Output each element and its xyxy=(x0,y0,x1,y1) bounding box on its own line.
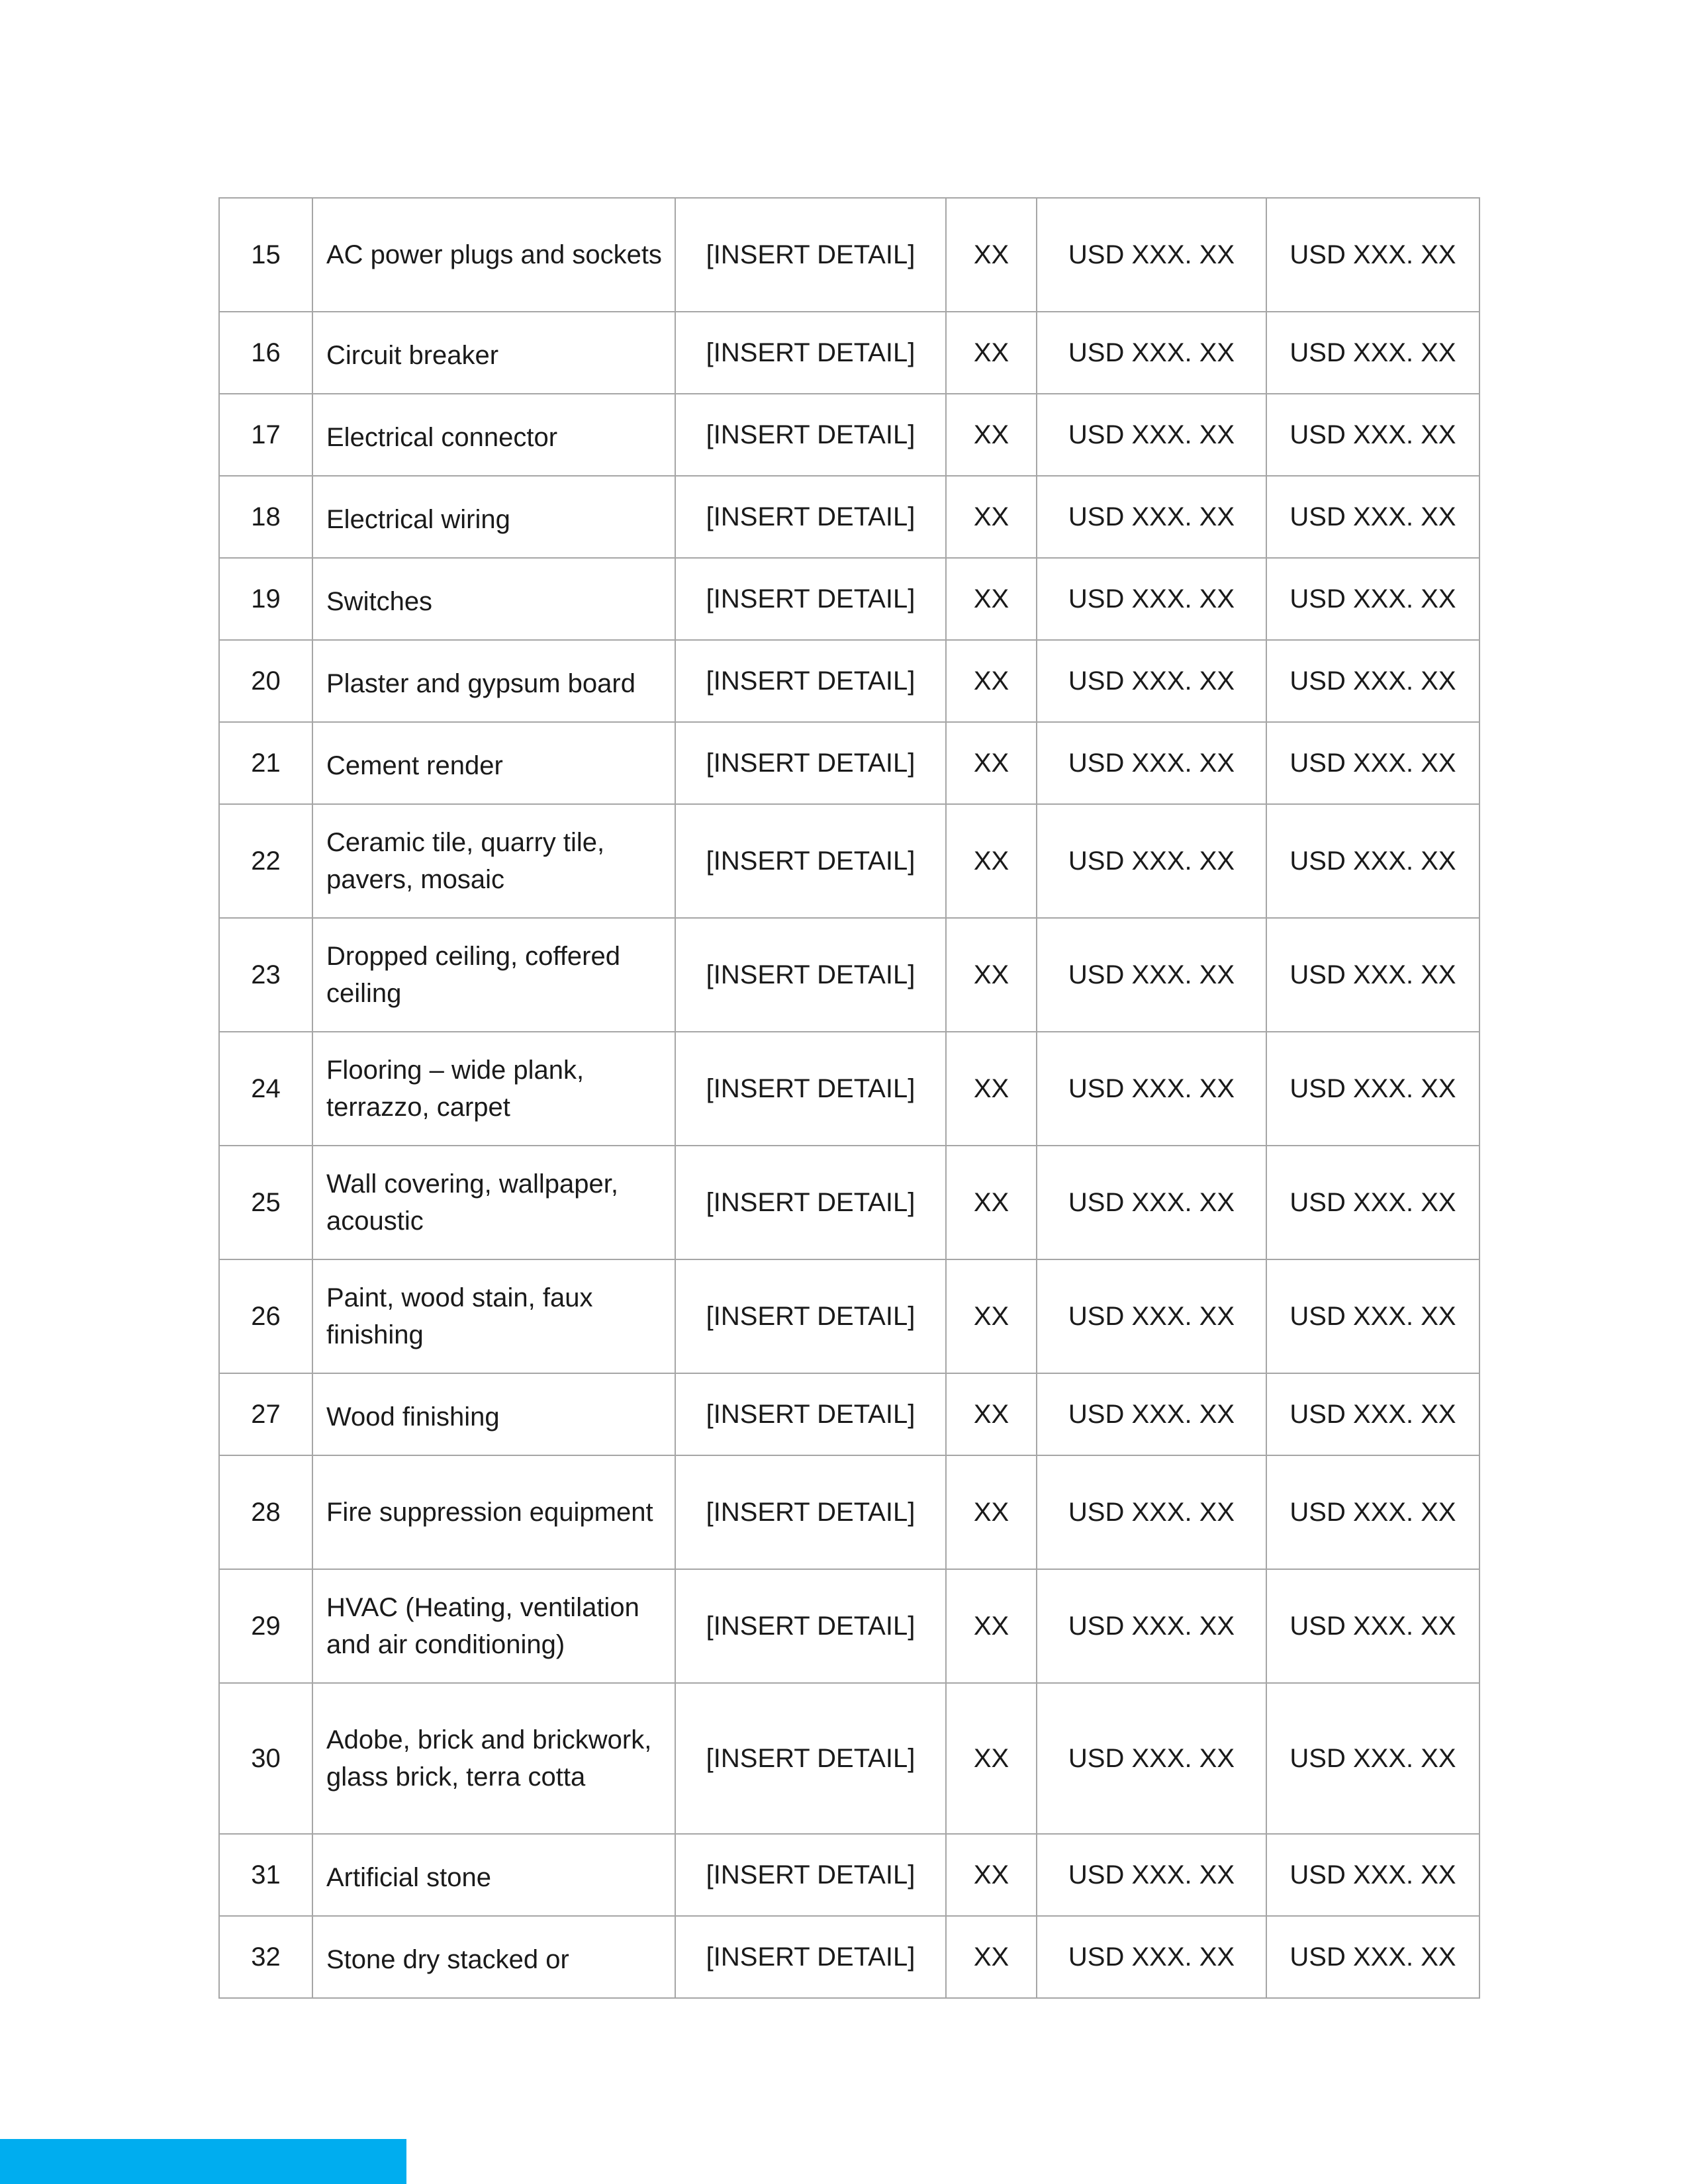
table-row xyxy=(219,198,1479,312)
item-unit-price: USD XXX. XX xyxy=(1037,1373,1266,1455)
item-detail: [INSERT DETAIL] xyxy=(675,394,946,476)
item-quantity: XX xyxy=(946,1455,1037,1569)
item-unit-price: USD XXX. XX xyxy=(1037,312,1266,394)
table-row xyxy=(219,918,1479,1032)
item-description: Stone dry stacked or xyxy=(312,1916,675,1998)
item-total: USD XXX. XX xyxy=(1266,1259,1479,1373)
table-row xyxy=(219,1259,1479,1373)
item-total: USD XXX. XX xyxy=(1266,1373,1479,1455)
item-unit-price: USD XXX. XX xyxy=(1037,918,1266,1032)
item-number: 32 xyxy=(219,1916,312,1998)
item-unit-price: USD XXX. XX xyxy=(1037,640,1266,722)
item-description: Paint, wood stain, faux finishing xyxy=(312,1259,675,1373)
item-quantity: XX xyxy=(946,640,1037,722)
item-detail: [INSERT DETAIL] xyxy=(675,1455,946,1569)
item-unit-price: USD XXX. XX xyxy=(1037,804,1266,918)
item-total: USD XXX. XX xyxy=(1266,1834,1479,1916)
item-detail: [INSERT DETAIL] xyxy=(675,558,946,640)
item-description: AC power plugs and sockets xyxy=(312,198,675,312)
item-quantity: XX xyxy=(946,198,1037,312)
items-table xyxy=(218,197,1480,1999)
item-number: 21 xyxy=(219,722,312,804)
item-unit-price: USD XXX. XX xyxy=(1037,1455,1266,1569)
item-total: USD XXX. XX xyxy=(1266,312,1479,394)
item-total: USD XXX. XX xyxy=(1266,1146,1479,1259)
item-detail: [INSERT DETAIL] xyxy=(675,918,946,1032)
item-description: Plaster and gypsum board xyxy=(312,640,675,722)
item-total: USD XXX. XX xyxy=(1266,1032,1479,1146)
table-row xyxy=(219,476,1479,558)
item-description: HVAC (Heating, ventilation and air conditioning) xyxy=(312,1569,675,1683)
item-quantity: XX xyxy=(946,1259,1037,1373)
item-detail: [INSERT DETAIL] xyxy=(675,1146,946,1259)
item-number: 29 xyxy=(219,1569,312,1683)
item-total: USD XXX. XX xyxy=(1266,558,1479,640)
item-quantity: XX xyxy=(946,1032,1037,1146)
item-detail: [INSERT DETAIL] xyxy=(675,640,946,722)
item-quantity: XX xyxy=(946,1916,1037,1998)
table-row xyxy=(219,394,1479,476)
item-number: 16 xyxy=(219,312,312,394)
item-total: USD XXX. XX xyxy=(1266,722,1479,804)
item-number: 15 xyxy=(219,198,312,312)
item-unit-price: USD XXX. XX xyxy=(1037,1259,1266,1373)
item-number: 18 xyxy=(219,476,312,558)
item-number: 28 xyxy=(219,1455,312,1569)
item-detail: [INSERT DETAIL] xyxy=(675,1569,946,1683)
item-detail: [INSERT DETAIL] xyxy=(675,1683,946,1834)
item-detail: [INSERT DETAIL] xyxy=(675,1032,946,1146)
item-unit-price: USD XXX. XX xyxy=(1037,1146,1266,1259)
item-number: 24 xyxy=(219,1032,312,1146)
item-number: 22 xyxy=(219,804,312,918)
item-number: 27 xyxy=(219,1373,312,1455)
item-unit-price: USD XXX. XX xyxy=(1037,722,1266,804)
item-quantity: XX xyxy=(946,1146,1037,1259)
item-unit-price: USD XXX. XX xyxy=(1037,476,1266,558)
item-number: 20 xyxy=(219,640,312,722)
item-detail: [INSERT DETAIL] xyxy=(675,476,946,558)
table-row xyxy=(219,312,1479,394)
item-number: 26 xyxy=(219,1259,312,1373)
item-description: Electrical connector xyxy=(312,394,675,476)
item-quantity: XX xyxy=(946,722,1037,804)
item-description: Wall covering, wallpaper, acoustic xyxy=(312,1146,675,1259)
table-row xyxy=(219,1834,1479,1916)
item-number: 25 xyxy=(219,1146,312,1259)
item-description: Dropped ceiling, coffered ceiling xyxy=(312,918,675,1032)
item-unit-price: USD XXX. XX xyxy=(1037,1834,1266,1916)
item-description: Fire suppression equipment xyxy=(312,1455,675,1569)
item-quantity: XX xyxy=(946,1569,1037,1683)
item-detail: [INSERT DETAIL] xyxy=(675,804,946,918)
item-detail: [INSERT DETAIL] xyxy=(675,1916,946,1998)
item-number: 19 xyxy=(219,558,312,640)
item-number: 17 xyxy=(219,394,312,476)
item-detail: [INSERT DETAIL] xyxy=(675,1259,946,1373)
item-unit-price: USD XXX. XX xyxy=(1037,1032,1266,1146)
item-number: 30 xyxy=(219,1683,312,1834)
table-row xyxy=(219,804,1479,918)
item-unit-price: USD XXX. XX xyxy=(1037,1569,1266,1683)
item-unit-price: USD XXX. XX xyxy=(1037,198,1266,312)
item-quantity: XX xyxy=(946,312,1037,394)
item-total: USD XXX. XX xyxy=(1266,1916,1479,1998)
item-quantity: XX xyxy=(946,558,1037,640)
item-total: USD XXX. XX xyxy=(1266,198,1479,312)
table-row xyxy=(219,1373,1479,1455)
item-total: USD XXX. XX xyxy=(1266,804,1479,918)
item-quantity: XX xyxy=(946,476,1037,558)
table-row xyxy=(219,1569,1479,1683)
item-total: USD XXX. XX xyxy=(1266,918,1479,1032)
item-detail: [INSERT DETAIL] xyxy=(675,722,946,804)
item-detail: [INSERT DETAIL] xyxy=(675,1373,946,1455)
item-total: USD XXX. XX xyxy=(1266,1683,1479,1834)
item-total: USD XXX. XX xyxy=(1266,394,1479,476)
table-row xyxy=(219,722,1479,804)
footer-accent-bar xyxy=(0,2139,406,2184)
item-description: Cement render xyxy=(312,722,675,804)
item-unit-price: USD XXX. XX xyxy=(1037,1683,1266,1834)
item-total: USD XXX. XX xyxy=(1266,476,1479,558)
item-unit-price: USD XXX. XX xyxy=(1037,1916,1266,1998)
item-unit-price: USD XXX. XX xyxy=(1037,558,1266,640)
table-row xyxy=(219,640,1479,722)
item-total: USD XXX. XX xyxy=(1266,1455,1479,1569)
item-quantity: XX xyxy=(946,918,1037,1032)
item-description: Flooring – wide plank, terrazzo, carpet xyxy=(312,1032,675,1146)
item-number: 31 xyxy=(219,1834,312,1916)
item-description: Switches xyxy=(312,558,675,640)
table-row xyxy=(219,1032,1479,1146)
table-row xyxy=(219,1683,1479,1834)
item-detail: [INSERT DETAIL] xyxy=(675,1834,946,1916)
table-row xyxy=(219,1916,1479,1998)
table-row xyxy=(219,1455,1479,1569)
item-description: Electrical wiring xyxy=(312,476,675,558)
item-detail: [INSERT DETAIL] xyxy=(675,198,946,312)
item-quantity: XX xyxy=(946,1373,1037,1455)
table-row xyxy=(219,558,1479,640)
item-unit-price: USD XXX. XX xyxy=(1037,394,1266,476)
item-description: Artificial stone xyxy=(312,1834,675,1916)
item-number: 23 xyxy=(219,918,312,1032)
item-detail: [INSERT DETAIL] xyxy=(675,312,946,394)
item-quantity: XX xyxy=(946,1834,1037,1916)
item-quantity: XX xyxy=(946,394,1037,476)
item-quantity: XX xyxy=(946,1683,1037,1834)
item-quantity: XX xyxy=(946,804,1037,918)
item-description: Ceramic tile, quarry tile, pavers, mosaic xyxy=(312,804,675,918)
item-description: Wood finishing xyxy=(312,1373,675,1455)
item-description: Adobe, brick and brickwork, glass brick, terra cotta xyxy=(312,1683,675,1834)
item-description: Circuit breaker xyxy=(312,312,675,394)
item-total: USD XXX. XX xyxy=(1266,640,1479,722)
item-total: USD XXX. XX xyxy=(1266,1569,1479,1683)
table-row xyxy=(219,1146,1479,1259)
